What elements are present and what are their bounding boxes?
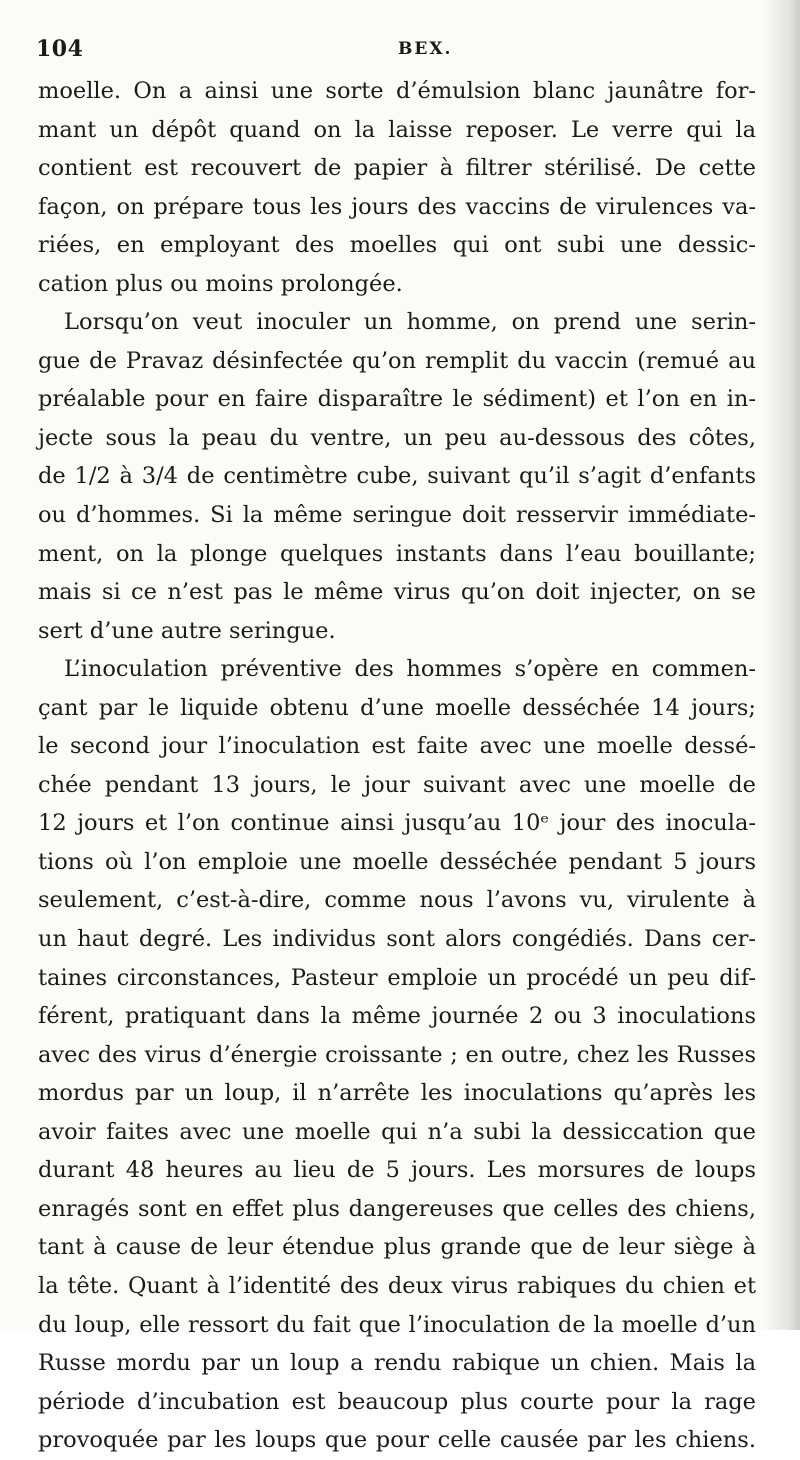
page-edge-shadow <box>762 0 800 1330</box>
text-line: sert d’une autre seringue. <box>38 617 336 644</box>
text-line: préalable pour en faire disparaître le sédiment) et l’on en in- <box>38 386 756 413</box>
text-line: mordus par un loup, il n’arrête les inoculations qu’après les <box>38 1080 756 1107</box>
text-line: du loup, elle ressort du fait que l’inoculation de la moelle d’un <box>38 1311 756 1338</box>
text-line: tions où l’on emploie une moelle desséchée pendant 5 jours <box>38 848 756 875</box>
text-line: période d’incubation est beaucoup plus courte pour la rage <box>38 1388 756 1415</box>
running-head: BEX. <box>398 39 453 59</box>
text-line: mais si ce n’est pas le même virus qu’on doit injecter, on se <box>38 579 756 606</box>
text-line: chée pendant 13 jours, le jour suivant avec une moelle de <box>38 771 756 798</box>
text-line: Russe mordu par un loup a rendu rabique un chien. Mais la <box>38 1350 756 1377</box>
text-line: riées, en employant des moelles qui ont subi une dessic- <box>38 232 756 259</box>
text-line: ou d’hommes. Si la même seringue doit resservir immédiate- <box>38 502 756 529</box>
text-line: jecte sous la peau du ventre, un peu au-dessous des côtes, <box>38 424 756 451</box>
text-line: avoir faites avec une moelle qui n’a subi la dessiccation que <box>38 1118 756 1145</box>
text-line: tant à cause de leur étendue plus grande que de leur siège à <box>38 1234 756 1261</box>
text-line: seulement, c’est-à-dire, comme nous l’avons vu, virulente à <box>38 887 756 914</box>
text-line: mant un dépôt quand on la laisse reposer. Le verre qui la <box>38 116 756 143</box>
text-line: L’inoculation préventive des hommes s’opère en commen- <box>64 656 756 683</box>
text-line: Lorsqu’on veut inoculer un homme, on prend une serin- <box>64 309 756 336</box>
text-line: un haut degré. Les individus sont alors congédiés. Dans cer- <box>38 926 756 953</box>
text-line: durant 48 heures au lieu de 5 jours. Les morsures de loups <box>38 1157 756 1184</box>
body-text <box>38 72 756 1460</box>
text-line: çant par le liquide obtenu d’une moelle desséchée 14 jours; <box>38 694 756 721</box>
text-line: férent, pratiquant dans la même journée 2 ou 3 inoculations <box>38 1003 756 1030</box>
page-number: 104 <box>36 36 84 62</box>
text-line: provoquée par les loups que pour celle causée par les chiens. <box>38 1427 756 1454</box>
text-line: contient est recouvert de papier à filtrer stérilisé. De cette <box>38 155 756 182</box>
text-line: la tête. Quant à l’identité des deux virus rabiques du chien et <box>38 1272 756 1299</box>
text-line: 12 jours et l’on continue ainsi jusqu’au 10ᵉ jour des inocula- <box>38 810 756 837</box>
text-line: ment, on la plonge quelques instants dans l’eau bouillante; <box>38 540 756 567</box>
text-line: enragés sont en effet plus dangereuses que celles des chiens, <box>38 1195 756 1222</box>
text-line: façon, on prépare tous les jours des vaccins de virulences va- <box>38 193 756 220</box>
text-line: gue de Pravaz désinfectée qu’on remplit du vaccin (remué au <box>38 347 756 374</box>
text-line: cation plus ou moins prolongée. <box>38 270 403 297</box>
text-line: taines circonstances, Pasteur emploie un procédé un peu dif- <box>38 964 756 991</box>
text-line: de 1/2 à 3/4 de centimètre cube, suivant qu’il s’agit d’enfants <box>38 463 756 490</box>
page-header <box>36 36 756 68</box>
text-line: moelle. On a ainsi une sorte d’émulsion blanc jaunâtre for- <box>38 78 756 104</box>
text-line: le second jour l’inoculation est faite avec une moelle dessé- <box>38 733 756 760</box>
text-line: avec des virus d’énergie croissante ; en outre, chez les Russes <box>38 1041 756 1068</box>
